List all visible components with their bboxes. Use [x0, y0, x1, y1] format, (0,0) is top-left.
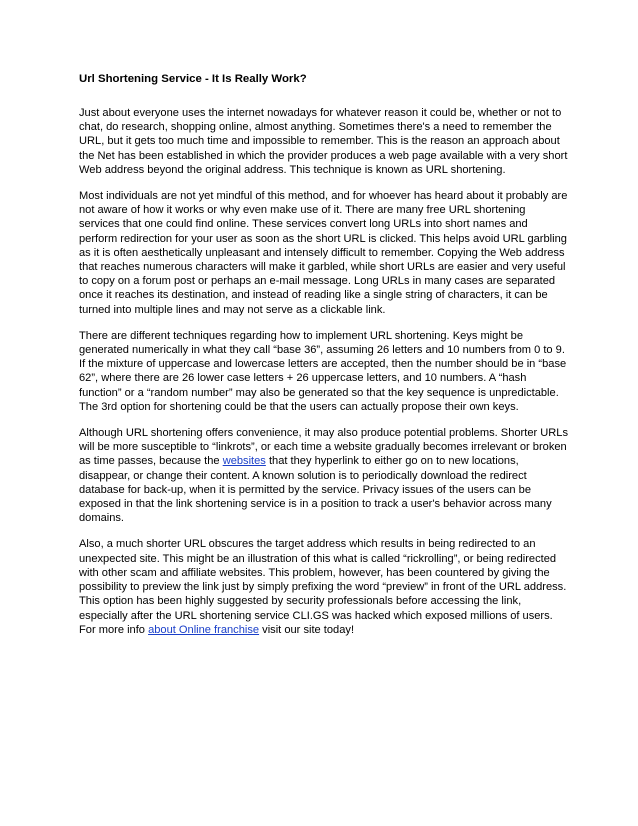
paragraph-3: There are different techniques regarding how to implement URL shortening. Keys might be generated numerically in what they call “base 36”, assuming 26 letters and 10 numbers from 0 to 9. If the mixture of uppercase and lowercase letters are accepted, then the number should be in “base 62”, where there are 26 lower case letters + 26 uppercase letters, and 10 numbers. A “hash function” or a “random number” may also be generated so that the key sequence is unpredictable. The 3rd option for shortening could be that the users can actually propose their own keys. — [79, 329, 567, 413]
paragraph-2: Most individuals are not yet mindful of this method, and for whoever has heard about it probably are not aware of how it works or why even make use of it. There are many free URL shortening services that one could find online. These services convert long URLs into short names and perform redirection for your user as soon as the short URL is clicked. This helps avoid URL garbling as it is often aesthetically unpleasant and intensely difficult to remember. Copying the Web address that reaches numerous characters will make it garbled, while short URLs are easier and very useful to copy on a forum post or perhaps an e-mail message. Long URLs in many cases are separated once it reaches its destination, and instead of reading like a single string of characters, it can be turned into multiple lines and may not serve as a clickable link. — [79, 190, 568, 316]
online-franchise-link[interactable]: about Online franchise — [148, 623, 260, 636]
document-title: Url Shortening Service - It Is Really Work? — [79, 73, 307, 85]
document-page — [79, 72, 569, 649]
paragraph-4-text-before: Although URL shortening offers convenience, it may also produce potential problems. Shorter URLs will be more susceptible to “linkrots”, or each time a website gradually becomes irrelevant or broken as time passes, because the — [79, 427, 569, 468]
paragraph-5-text-after: visit our site today! — [259, 623, 355, 636]
paragraph-1: Just about everyone uses the internet nowadays for whatever reason it could be, whether or not to chat, do research, shopping online, almost anything. Sometimes there's a need to remember the URL, but it gets too much time and impossible to remember. This is the reason an approach about the Net has been established in which the provider produces a web page available with a very short Web address beyond the original address. This technique is known as URL shortening. — [79, 107, 568, 176]
websites-link[interactable]: websites — [222, 455, 266, 468]
paragraph-5 — [79, 537, 569, 636]
paragraph-5-text-before: Also, a much shorter URL obscures the target address which results in being redirected to an unexpected site. This might be an illustration of this what is called “rickrolling”, or being redirected with other scam and affiliate websites. This problem, however, has been countered by giving the possibility to preview the link just by simply prefixing the word “preview” in front of the URL address. This option has been highly suggested by security professionals before accessing the link, especially after the URL shortening service CLI.GS was hacked which exposed millions of users. For more info — [79, 538, 567, 636]
paragraph-4 — [79, 426, 569, 525]
paragraph-4-text-after: that they hyperlink to either go on to new locations, disappear, or change their content. A known solution is to periodically download the redirect database for back-up, when it is permitted by the service. Privacy issues of the users can be exposed in that the link shortening service is in a position to track a user's behavior across many domains. — [79, 455, 552, 525]
